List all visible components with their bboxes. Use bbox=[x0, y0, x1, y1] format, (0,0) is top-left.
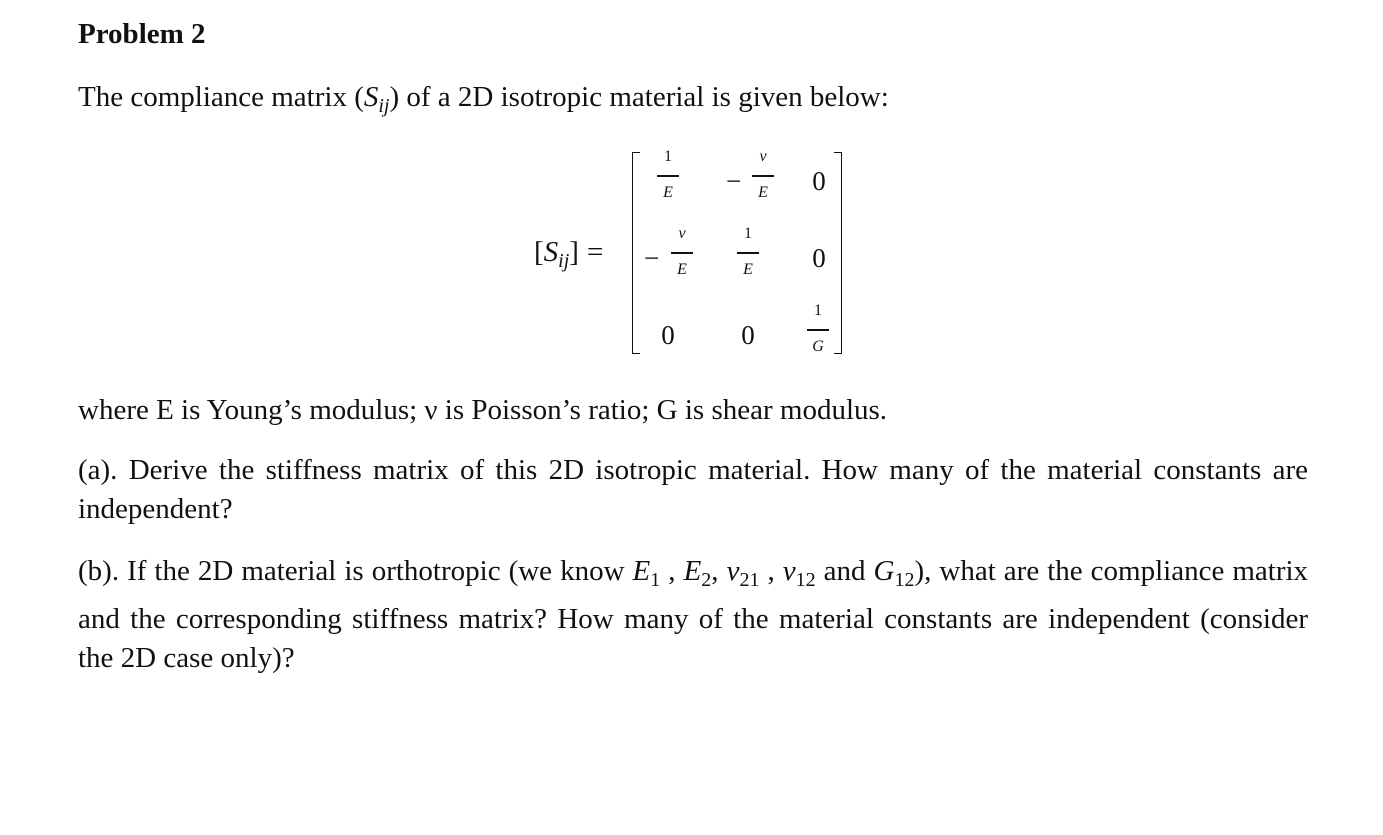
part-b-separator-2: , bbox=[711, 555, 727, 587]
part-b-nu21-subscript: 21 bbox=[739, 569, 760, 591]
intro-text-after: ) of a 2D isotropic material is given below: bbox=[389, 81, 889, 113]
equals-sign: = bbox=[586, 236, 604, 268]
cell-2-1-minus: − bbox=[644, 243, 660, 273]
cell-3-3-fraction-bar bbox=[807, 329, 829, 331]
lhs-symbol: S bbox=[543, 236, 559, 268]
cell-1-2-fraction-bar bbox=[752, 175, 774, 177]
cell-1-1-numerator: 1 bbox=[664, 148, 672, 165]
lhs-subscript: ij bbox=[558, 250, 570, 272]
cell-3-3-denominator: G bbox=[812, 338, 824, 355]
part-b-g12-symbol: G bbox=[873, 555, 895, 587]
part-b-nu21-symbol: ν bbox=[726, 555, 740, 587]
matrix-left-bracket bbox=[632, 152, 640, 354]
cell-2-2-fraction-bar bbox=[737, 252, 759, 254]
part-b-e1-subscript: 1 bbox=[650, 569, 661, 591]
cell-2-1-denominator: E bbox=[677, 261, 687, 278]
problem-title: Problem 2 bbox=[78, 18, 206, 50]
definitions-paragraph: where E is Young’s modulus; ν is Poisson’s ratio; G is shear modulus. bbox=[78, 394, 888, 426]
cell-1-3: 0 bbox=[812, 166, 826, 196]
cell-1-1-denominator: E bbox=[663, 184, 673, 201]
intro-paragraph bbox=[78, 78, 1308, 126]
compliance-matrix-equation bbox=[0, 0, 1383, 380]
matrix-right-bracket bbox=[834, 152, 842, 354]
part-b-e1-symbol: E bbox=[632, 555, 651, 587]
cell-3-2: 0 bbox=[741, 320, 755, 350]
cell-1-2-numerator: ν bbox=[759, 148, 767, 165]
matrix-lhs bbox=[534, 236, 603, 273]
cell-2-1-numerator: ν bbox=[678, 225, 686, 242]
part-b-e2-subscript: 2 bbox=[701, 569, 712, 591]
part-b-separator-1: , bbox=[660, 555, 684, 587]
intro-subscript: ij bbox=[378, 95, 390, 117]
intro-text-before: The compliance matrix ( bbox=[78, 81, 364, 113]
part-b-separator-3: , bbox=[759, 555, 783, 587]
part-b-nu12-symbol: ν bbox=[782, 555, 796, 587]
part-b-paragraph bbox=[78, 552, 1308, 678]
part-b-g12-subscript: 12 bbox=[894, 569, 915, 591]
lhs-open-bracket: [ bbox=[534, 236, 544, 268]
cell-1-2-denominator: E bbox=[758, 184, 768, 201]
cell-3-3-numerator: 1 bbox=[814, 302, 822, 319]
cell-2-2-denominator: E bbox=[743, 261, 753, 278]
intro-symbol: S bbox=[363, 81, 379, 113]
part-b-and: and bbox=[815, 555, 874, 587]
part-b-nu12-subscript: 12 bbox=[795, 569, 816, 591]
lhs-close-bracket: ] bbox=[569, 236, 579, 268]
part-b-e2-symbol: E bbox=[683, 555, 702, 587]
cell-1-1-fraction-bar bbox=[657, 175, 679, 177]
cell-2-2-numerator: 1 bbox=[744, 225, 752, 242]
part-a-paragraph: (a). Derive the stiffness matrix of this 2D isotropic material. How many of the material constants are independent? bbox=[78, 454, 1308, 525]
part-b-text-2: ), what are the compliance matrix and the corresponding stiffness matrix? How many of the material constants are independent (consider the 2D case only)? bbox=[78, 555, 1309, 674]
cell-1-2-minus: − bbox=[726, 166, 742, 196]
cell-2-1-fraction-bar bbox=[671, 252, 693, 254]
cell-2-3: 0 bbox=[812, 243, 826, 273]
cell-3-1: 0 bbox=[661, 320, 675, 350]
part-b-text-1: (b). If the 2D material is orthotropic (we know bbox=[78, 555, 633, 587]
